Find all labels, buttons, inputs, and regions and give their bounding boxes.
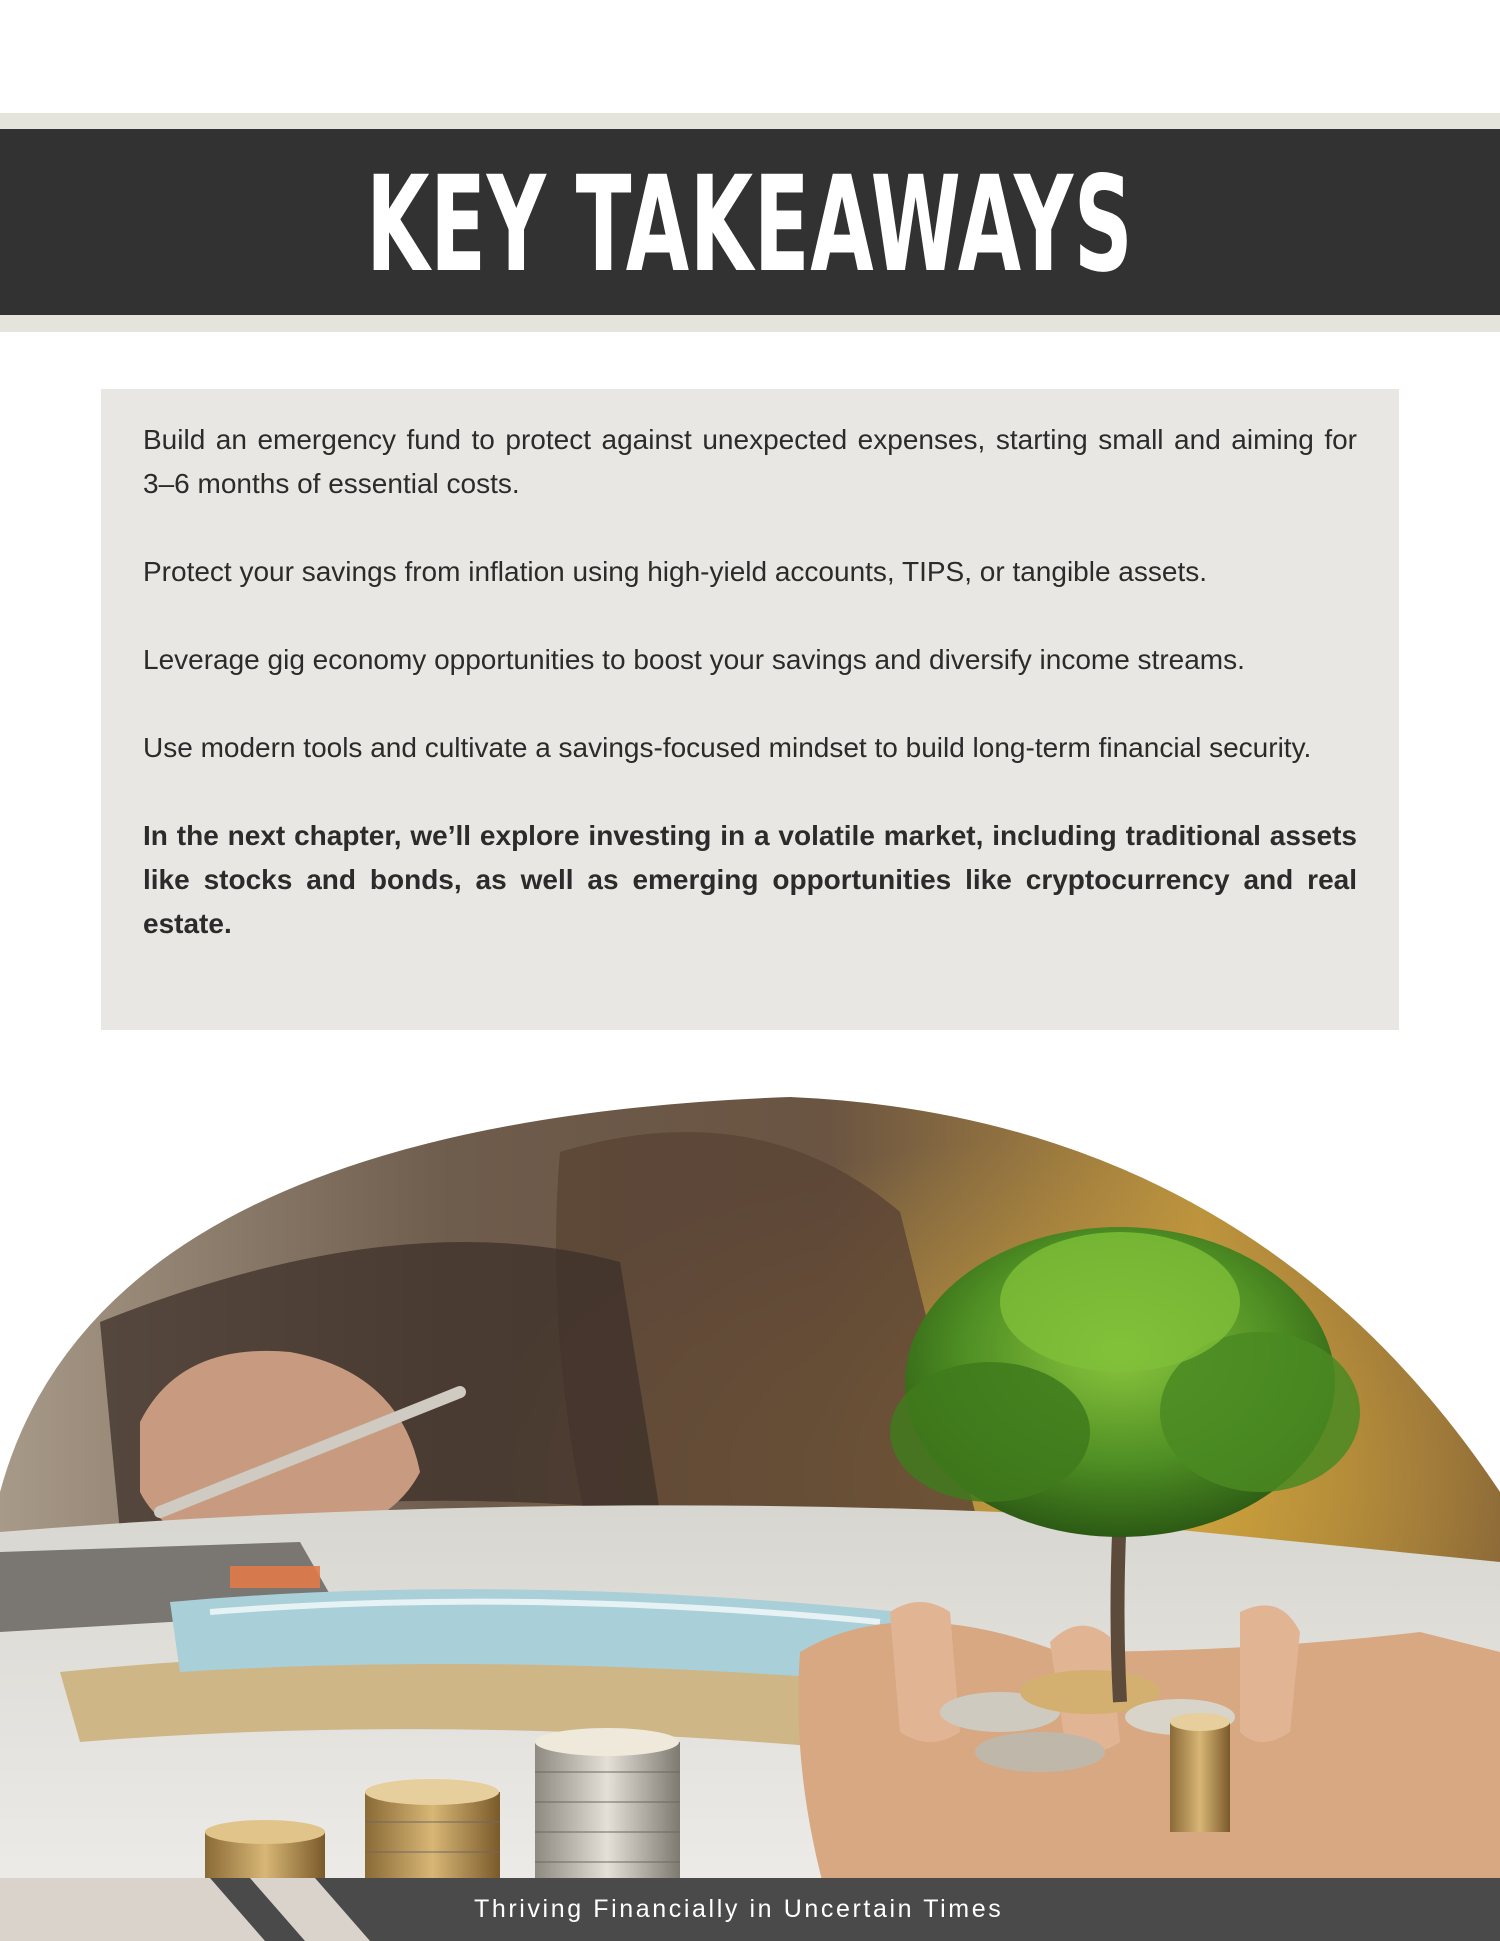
next-chapter-note: In the next chapter, we’ll explore investing in a volatile market, including traditional assets like stocks and bonds, as well as emerging opportunities like cryptocurrency and real estate. xyxy=(143,820,1357,939)
takeaway-item: Leverage gig economy opportunities to boost your savings and diversify income streams. xyxy=(143,644,1245,675)
savings-photo-illustration xyxy=(0,1092,1500,1941)
takeaway-item: Build an emergency fund to protect against unexpected expenses, starting small and aiming for 3–6 months of essential costs. xyxy=(143,424,1357,499)
savings-photo xyxy=(0,1092,1500,1941)
footer-bar xyxy=(0,1878,1500,1941)
takeaways-box xyxy=(101,389,1399,1030)
takeaway-item: Protect your savings from inflation using high-yield accounts, TIPS, or tangible assets. xyxy=(143,556,1208,587)
takeaway-item: Use modern tools and cultivate a savings-focused mindset to build long-term financial security. xyxy=(143,732,1312,763)
title-bar xyxy=(0,129,1500,315)
footer-title: Thriving Financially in Uncertain Times xyxy=(474,1895,1004,1923)
page-title: KEY TAKEAWAYS xyxy=(366,148,1134,302)
